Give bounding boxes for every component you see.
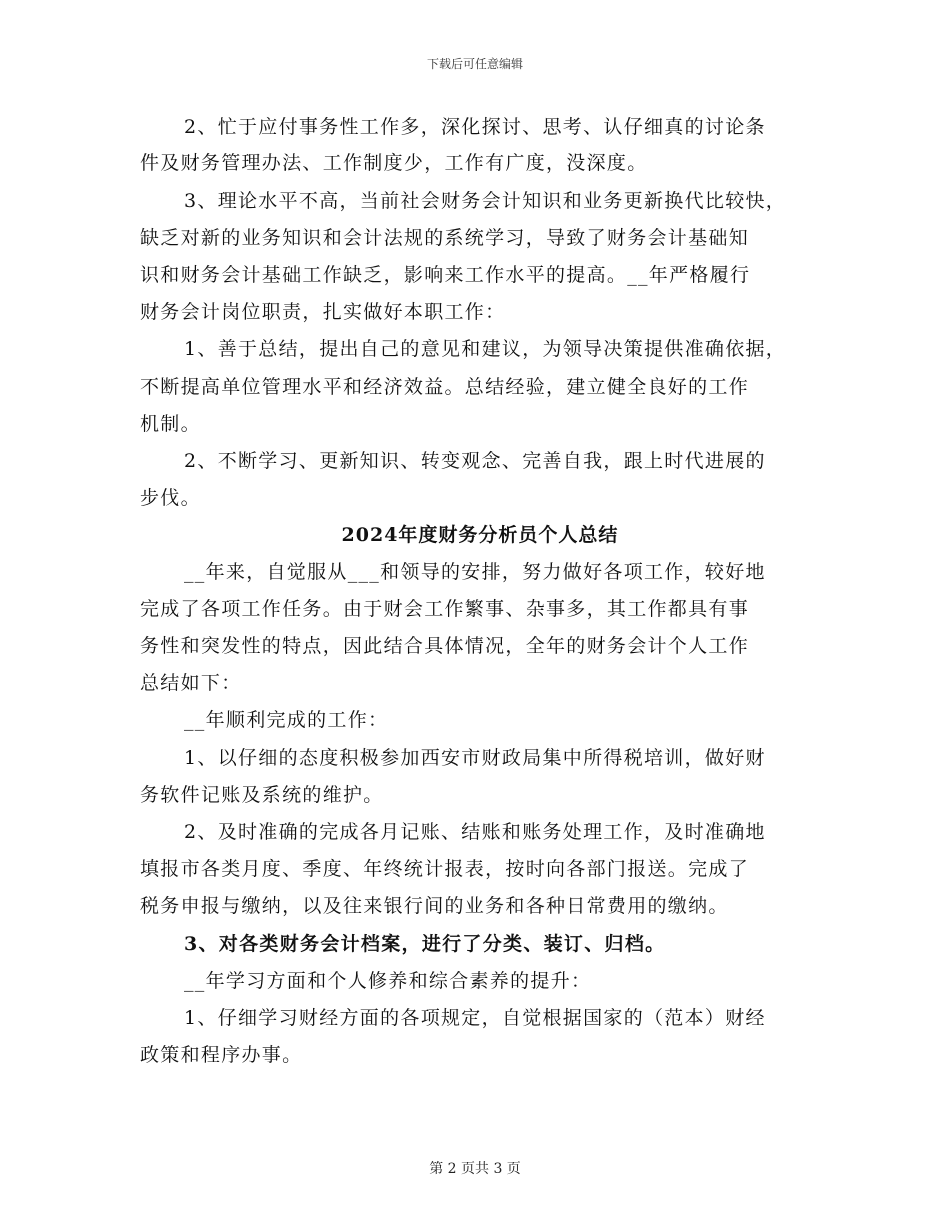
paragraph-line: 步伐。 <box>140 487 201 509</box>
paragraph-line: 税务申报与缴纳，以及往来银行间的业务和各种日常费用的缴纳。 <box>140 895 729 917</box>
paragraph-line: 务性和突发性的特点，因此结合具体情况，全年的财务会计个人工作 <box>140 635 750 657</box>
paragraph-line: 不断提高单位管理水平和经济效益。总结经验，建立健全良好的工作 <box>140 376 750 398</box>
paragraph-line: 填报市各类月度、季度、年终统计报表，按时向各部门报送。完成了 <box>140 858 750 880</box>
paragraph-line: __年顺利完成的工作： <box>184 709 389 731</box>
section-title: 2024年度财务分析员个人总结 <box>341 524 619 546</box>
paragraph-line: 1、善于总结，提出自己的意见和建议，为领导决策提供准确依据， <box>184 338 787 360</box>
paragraph-line: 件及财务管理办法、工作制度少，工作有广度，没深度。 <box>140 152 648 174</box>
paragraph-line: 政策和程序办事。 <box>140 1044 303 1066</box>
paragraph-line: __年来，自觉服从___和领导的安排，努力做好各项工作，较好地 <box>184 561 766 583</box>
paragraph-line: 2、忙于应付事务性工作多，深化探讨、思考、认仔细真的讨论条 <box>184 116 766 138</box>
bold-paragraph-line: 3、对各类财务会计档案，进行了分类、装订、归档。 <box>184 933 666 955</box>
paragraph-line: 机制。 <box>140 413 201 435</box>
paragraph-line: 1、仔细学习财经方面的各项规定，自觉根据国家的（范本）财经 <box>184 1007 766 1029</box>
paragraph-line: 完成了各项工作任务。由于财会工作繁事、杂事多，其工作都具有事 <box>140 598 750 620</box>
paragraph-line: 缺乏对新的业务知识和会计法规的系统学习，导致了财务会计基础知 <box>140 227 750 249</box>
paragraph-line: 识和财务会计基础工作缺乏，影响来工作水平的提高。__年严格履行 <box>140 264 751 286</box>
paragraph-line: 总结如下： <box>140 672 242 694</box>
paragraph-line: 财务会计岗位职责，扎实做好本职工作： <box>140 301 506 323</box>
paragraph-line: 务软件记账及系统的维护。 <box>140 784 384 806</box>
paragraph-line: 3、理论水平不高，当前社会财务会计知识和业务更新换代比较快， <box>184 190 787 212</box>
page-footer: 第 2 页共 3 页 <box>429 1161 521 1177</box>
paragraph-line: 2、及时准确的完成各月记账、结账和账务处理工作，及时准确地 <box>184 821 766 843</box>
paragraph-line: 1、以仔细的态度积极参加西安市财政局集中所得税培训，做好财 <box>184 747 766 769</box>
paragraph-line: __年学习方面和个人修养和综合素养的提升： <box>184 970 592 992</box>
page-header: 下载后可任意编辑 <box>426 57 523 71</box>
paragraph-line: 2、不断学习、更新知识、转变观念、完善自我，跟上时代进展的 <box>184 450 766 472</box>
